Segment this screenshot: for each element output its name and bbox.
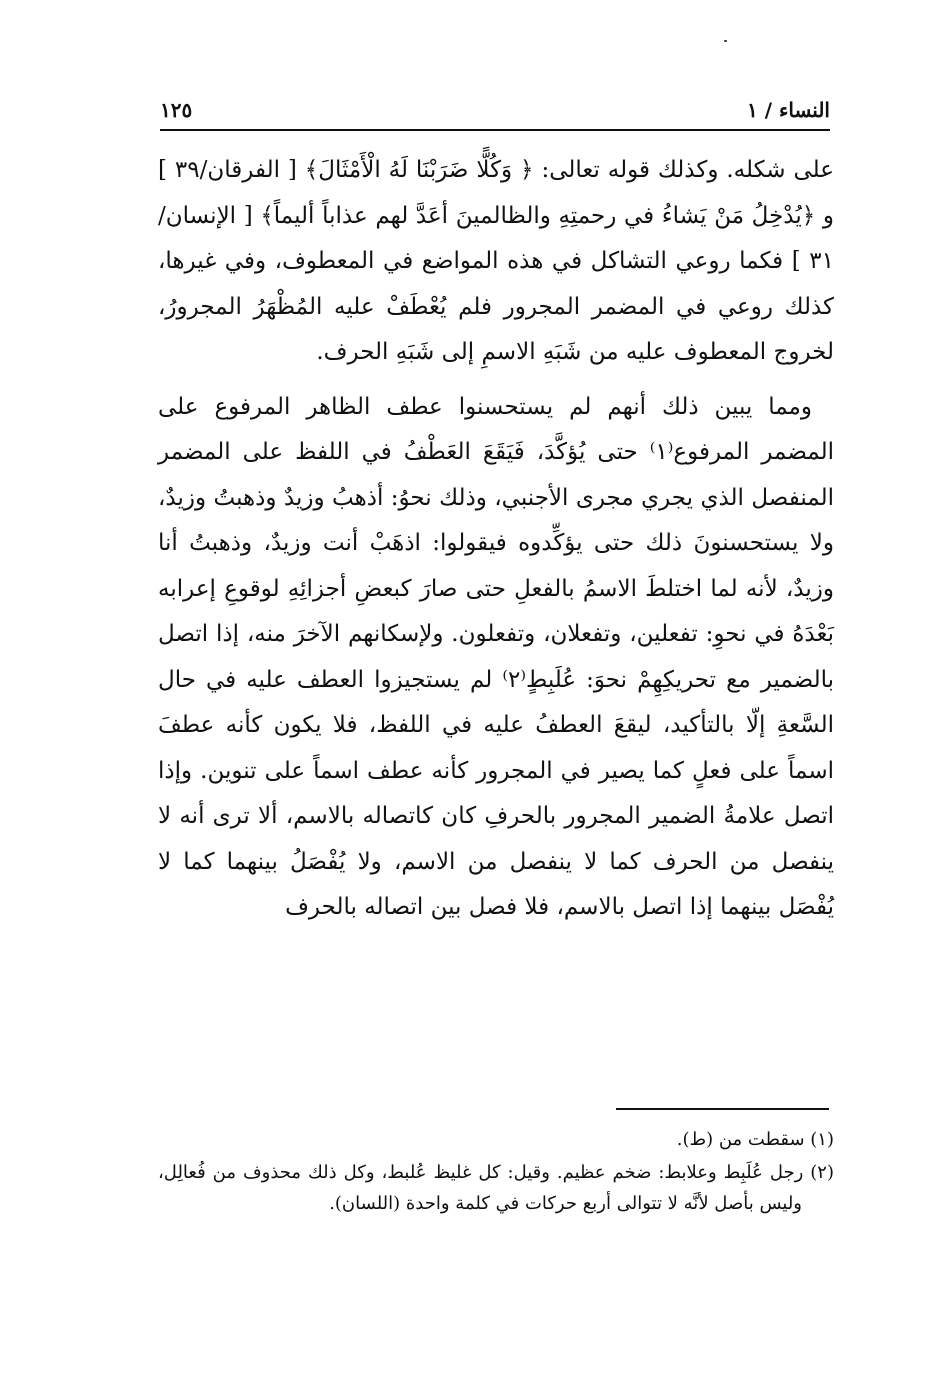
main-text — [158, 148, 834, 931]
paragraph-2: ومما يبين ذلك أنهم لم يستحسنوا عطف الظاهر المرفوع على المضمر المرفوع⁽١⁾ حتى يُؤكَّدَ، فَيَقَعَ العَطْفُ في اللفظ على المضمر المنفصل الذي يجري مجرى الأجنبي، وذلك نحوُ: أذهبُ وزيدٌ وذهبتُ وزيدٌ، ولا يستحسنونَ ذلك حتى يؤكِّدوه فيقولوا: اذهَبْ أنت وزيدٌ، وذهبتُ أنا وزيدٌ، لأنه لما اختلطَ الاسمُ بالفعلِ حتى صارَ كبعضِ أجزائِهِ لوقوعِ إعرابه بَعْدَهُ في نحوِ: تفعلين، وتفعلان، وتفعلون. ولإسكانهم الآخرَ منه، إذا اتصل بالضمير مع تحريكِهِمْ نحوَ: عُلَبِطٍ⁽٢⁾ لم يستجيزوا العطف عليه في حال السَّعةِ إلّا بالتأكيد، ليقعَ العطفُ عليه في اللفظ، فلا يكون كأنه عطفَ اسماً على فعلٍ كما يصير في المجرور كأنه عطف اسماً على تنوين. وإذا اتصل علامةُ الضمير المجرور بالحرفِ كان كاتصاله بالاسم، ألا ترى أنه لا ينفصل من الحرف كما لا ينفصل من الاسم، ولا يُفْصَلُ بينهما كما لا يُفْصَل بينهما إذا اتصل بالاسم، فلا فصل بين اتصاله بالحرف — [158, 393, 835, 920]
chapter-reference: النساء / ١ — [746, 98, 830, 122]
footnote-2: (٢) رجل عُلَبِط وعلابط: ضخم عظيم. وقيل: كل غليظ عُلبط، وكل ذلك محذوف من فُعالِل، وليس بأصل لأنَّه لا تتوالى أربع حركات في كلمة واحدة (اللسان). — [158, 1162, 834, 1214]
page-number: ١٢٥ — [160, 98, 193, 122]
scan-speck — [724, 40, 727, 42]
header-rule — [160, 129, 830, 131]
footnote-1: (١) سقطت من (ط). — [676, 1129, 834, 1150]
footnotes — [158, 1124, 834, 1219]
paragraph-1: على شكله. وكذلك قوله تعالى: ﴿ وَكُلًّا ضَرَبْنَا لَهُ الْأَمْثَالَ﴾ [ الفرقان/٣٩ ] و ﴿يُدْخِلُ مَنْ يَشاءُ في رحمتِهِ والظالمينَ أعَدَّ لهم عذاباً أليماً﴾ [ الإنسان/٣١ ] فكما روعي التشاكل في هذه المواضع في المعطوف، وفي غيرها، كذلك روعي في المضمر المجرور فلم يُعْطَفْ عليه المُظْهَرُ المجرورُ، لخروج المعطوف عليه من شَبَهِ الاسمِ إلى شَبَهِ الحرف. — [158, 157, 834, 365]
running-header — [160, 96, 830, 128]
footnote-separator — [616, 1108, 829, 1110]
